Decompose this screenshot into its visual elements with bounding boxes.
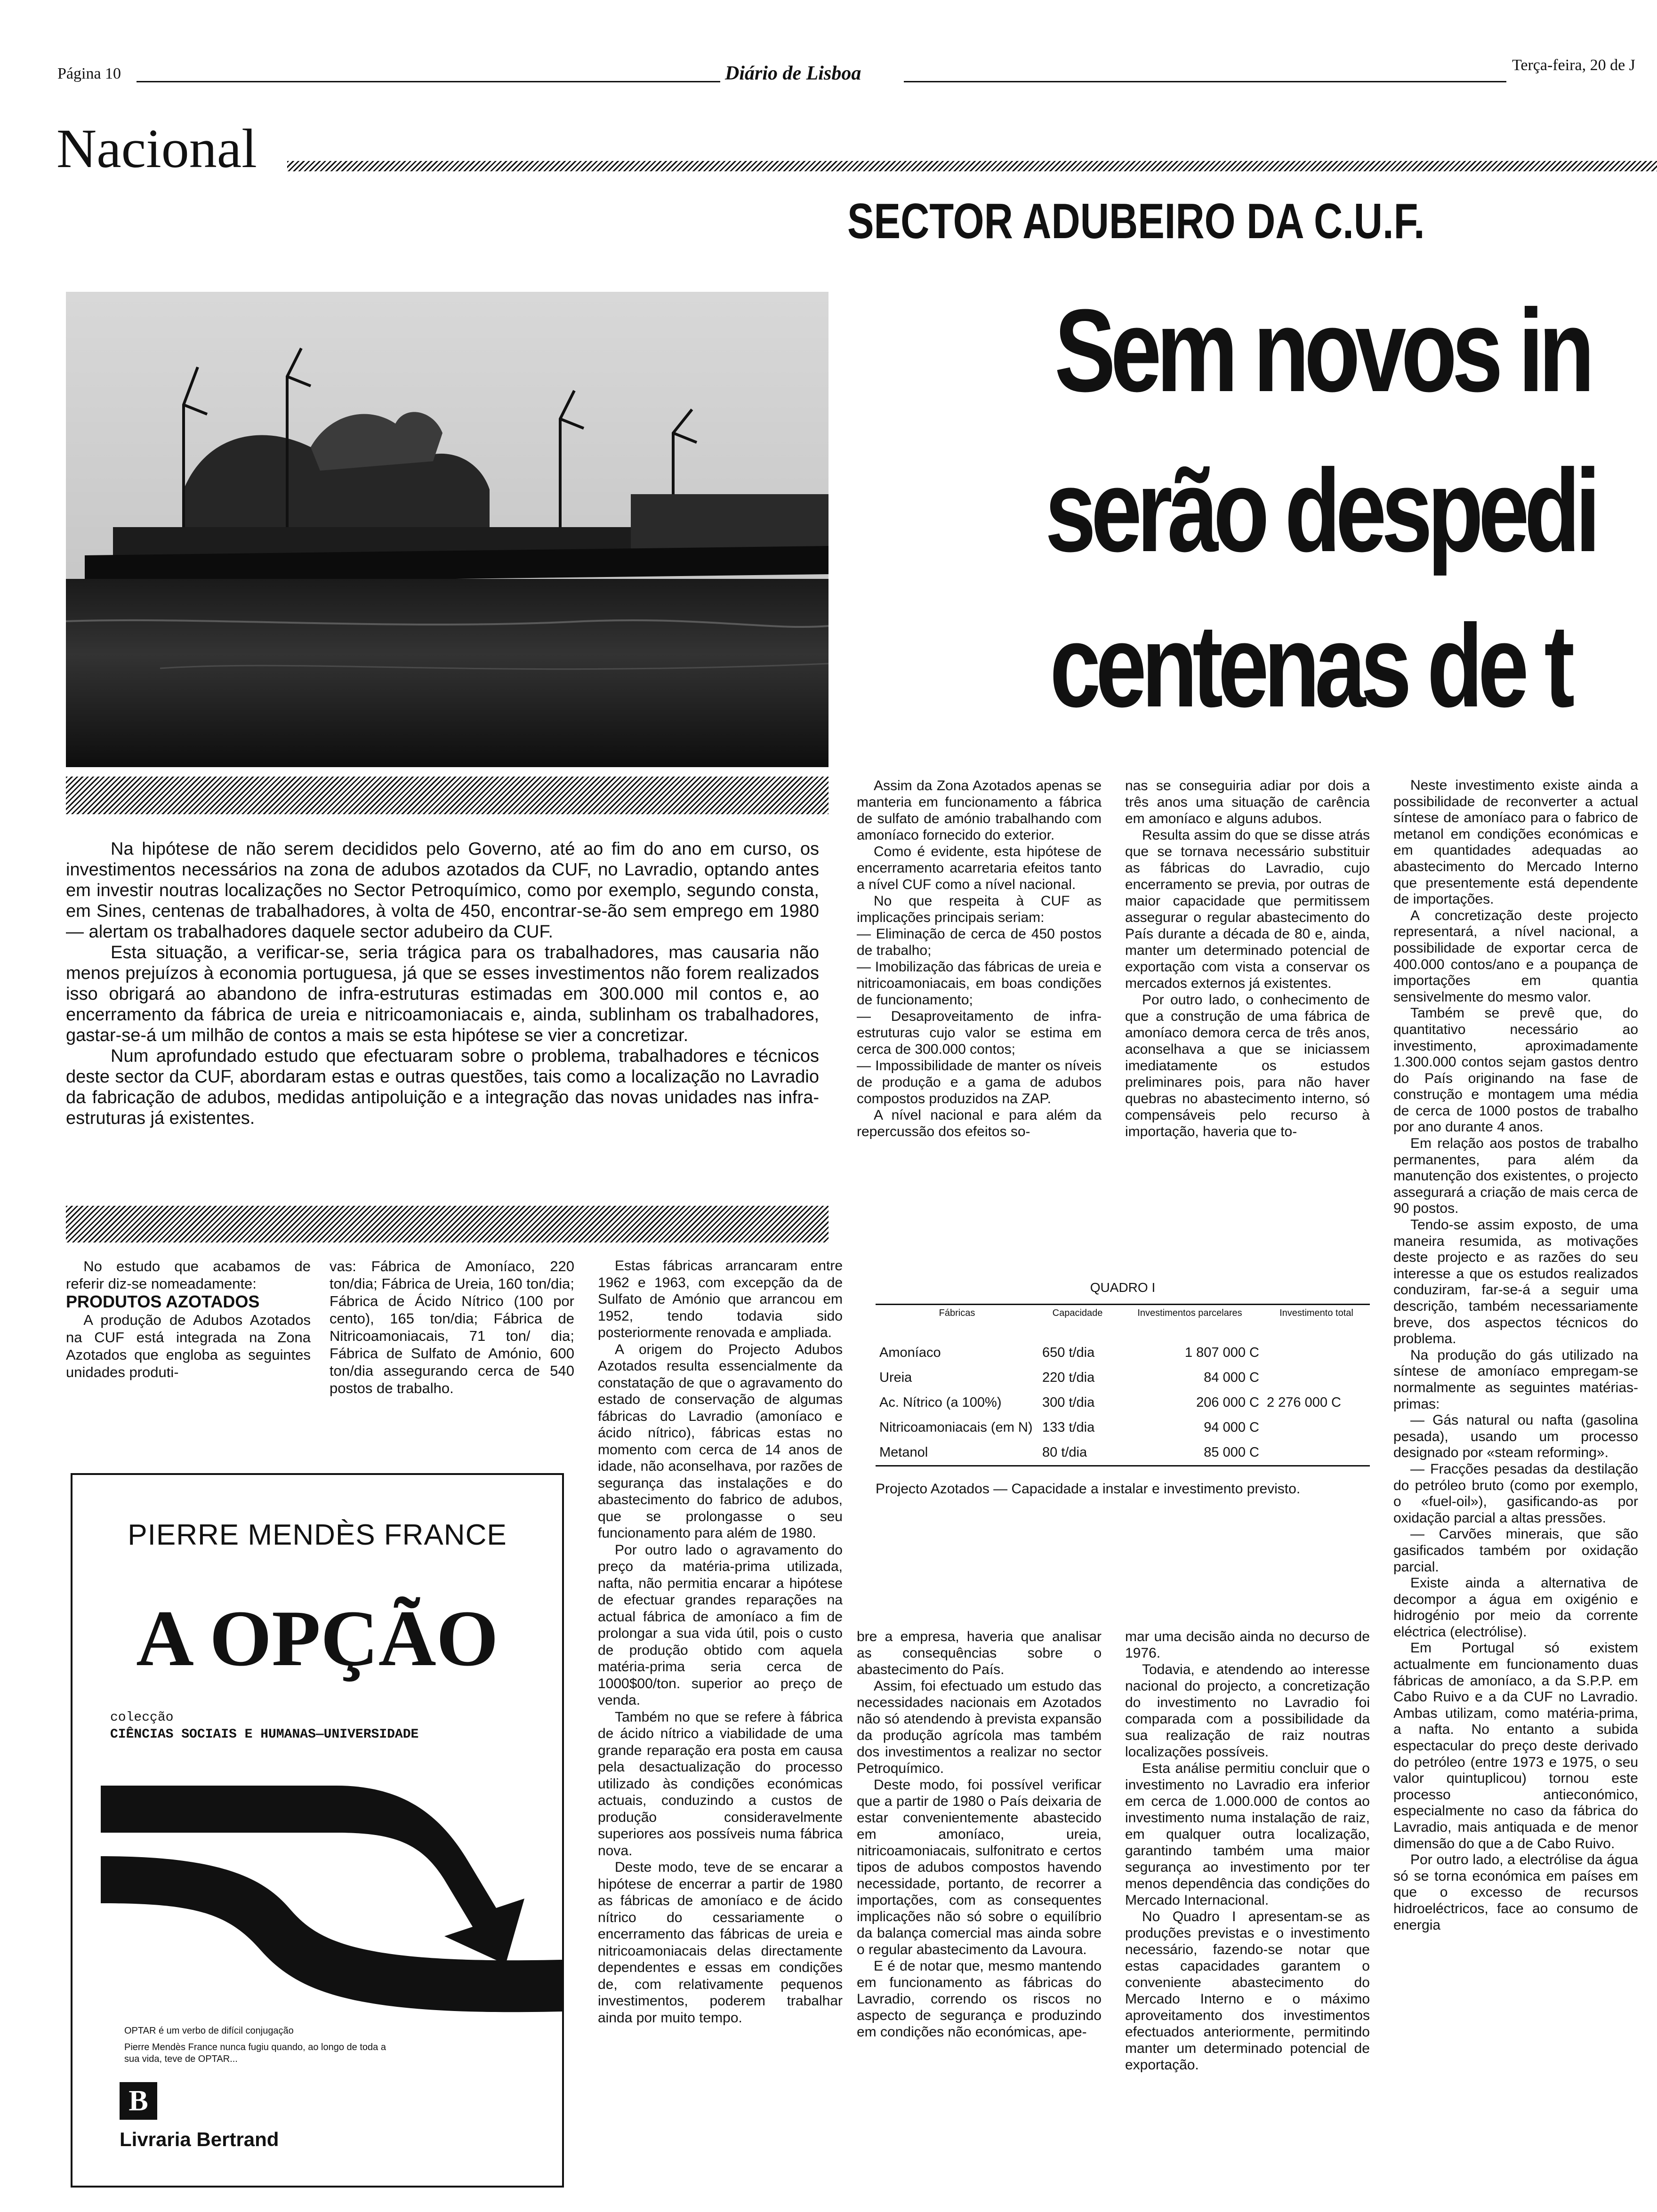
col4-paragraph: No que respeita à CUF as implicações principais seriam:: [857, 893, 1102, 925]
col3-paragraph: Estas fábricas arrancaram entre 1962 e 1963, com excepção da de Sulfato de Amónio que arrancou em 1952, tendo todavia sido posteriormente renovada e ampliada.: [598, 1258, 843, 1340]
col4b-paragraph: Deste modo, foi possível verificar que a partir de 1980 o País deixaria de estar convenientemente abastecido em amoníaco, ureia, nitricoamoniacais, sulfonitrato e certos tipos de adubos compostos havendo necessidade, portanto, de recorrer a importações, com as consequentes implicações não só sobre o equilíbrio da balança comercial mas ainda sobre o regular abastecimento da Lavoura.: [857, 1777, 1102, 1957]
book-advertisement: [71, 1473, 564, 2188]
table-cell: 94 000 C: [1204, 1420, 1259, 1435]
col6-paragraph: Por outro lado, a electrólise da água só se torna económica em países em que o excesso de recursos hidroeléctricos, face ao consumo de energia: [1393, 1852, 1638, 1933]
column-1: [66, 1258, 311, 1381]
page-number: Página 10: [57, 65, 121, 82]
ad-publisher: Livraria Bertrand: [120, 2128, 279, 2150]
column-2: [330, 1258, 574, 1397]
ad-collection: CIÊNCIAS SOCIAIS E HUMANAS—UNIVERSIDADE: [110, 1727, 419, 1742]
headline-line-1: Sem novos in: [1054, 285, 1590, 416]
col4b-paragraph: E é de notar que, mesmo mantendo em funcionamento as fábricas do Lavradio, correndo os riscos no aspecto de segurança e produzindo em condições não económicas, ape-: [857, 1958, 1102, 2040]
col5-paragraph: nas se conseguiria adiar por dois a três anos uma situação de carência em amoníaco e alguns adubos.: [1125, 778, 1370, 826]
col6-paragraph: A concretização deste projecto representará, a nível nacional, a possibilidade de exportar cerca de 400.000 contos/ano e a poupança de importações em quantia sensivelmente do mesmo valor.: [1393, 907, 1638, 1005]
ad-collection-label: colecção: [110, 1710, 174, 1725]
lead-hatch-band: [66, 1206, 828, 1242]
col3-paragraph: Por outro lado o agravamento do preço da matéria-prima utilizada, nafta, não permitia encarar a hipótese de efectuar grandes reparações na actual fábrica de amoníaco a fim de prolongar a sua vida útil, pois o custo de produção obtido com aquela matéria-prima seria cerca de 1000$00/ton. superior ao preço de venda.: [598, 1542, 843, 1708]
table-row: [876, 1415, 1370, 1440]
col4b-paragraph: Assim, foi efectuado um estudo das necessidades nacionais em Azotados não só atendendo à prevista expansão da produção agrícola mas também dos investimentos a realizar no sector Petroquímico.: [857, 1678, 1102, 1776]
investment-table: [876, 1304, 1370, 1467]
issue-date: Terça-feira, 20 de J: [1512, 56, 1635, 74]
table-cell: [1263, 1415, 1370, 1440]
harbour-photo-image: [66, 292, 828, 767]
col6-paragraph: Existe ainda a alternativa de decompor a água em oxigénio e hidrogénio por meio da corrente eléctrica (electrólise).: [1393, 1575, 1638, 1640]
lead-paragraph: Na hipótese de não serem decididos pelo Governo, até ao fim do ano em curso, os investimentos necessários na zona de adubos azotados da CUF, no Lavradio, optando antes em investir noutras localizações no Sector Petroquímico, como por exemplo, segundo consta, em Sines, centenas de trabalhadores, à volta de 450, encontrar-se-ão sem emprego em 1980 — alertam os trabalhadores daquele sector adubeiro da CUF.: [66, 839, 819, 942]
table-cell: [1263, 1340, 1370, 1365]
kicker: SECTOR ADUBEIRO DA C.U.F.: [847, 193, 1425, 249]
table-cell: Metanol: [879, 1445, 928, 1460]
table-row: [876, 1440, 1370, 1466]
table-cell: [1263, 1440, 1370, 1466]
col4b-paragraph: bre a empresa, haveria que analisar as consequências sobre o abastecimento do País.: [857, 1629, 1102, 1677]
col6-list-item: — Carvões minerais, que são gasificados também por oxidação parcial.: [1393, 1526, 1638, 1575]
column-5-bottom: [1125, 1628, 1370, 2073]
ad-blurb-line-2: Pierre Mendès France nunca fugiu quando, ao longo de toda a sua vida, teve de OPTAR...: [124, 2042, 386, 2064]
table-row: [876, 1340, 1370, 1365]
ad-arrow-graphic: [72, 1739, 562, 2021]
col1-intro: No estudo que acabamos de referir diz-se nomeadamente:: [66, 1258, 311, 1292]
harbour-photo: [66, 292, 828, 767]
table-cell: 206 000 C: [1196, 1395, 1259, 1410]
col4-paragraph: A nível nacional e para além da repercussão dos efeitos so-: [857, 1107, 1102, 1139]
table-header: Capacidade: [1052, 1308, 1103, 1318]
headline-line-3: centenas de t: [1050, 600, 1570, 731]
col2-text: vas: Fábrica de Amoníaco, 220 ton/dia; Fábrica de Ureia, 160 ton/dia; Fábrica de Ácido Nítrico (100 por cento), 165 ton/dia; Fábrica de Nitricoamoniacais, 71 ton/ dia; Fábrica de Sulfato de Amónio, 600 ton/dia assegurando cerca de 540 postos de trabalho.: [330, 1258, 574, 1396]
table-quadro: [876, 1280, 1370, 1497]
col5b-paragraph: No Quadro I apresentam-se as produções previstas e o investimento necessário, fazendo-se notar que estas capacidades garantem o conveniente abastecimento do Mercado Interno e o máximo aproveitamento dos investimentos efectuados anteriormente, permitindo manter um determinado potencial de exportação.: [1125, 1909, 1370, 2073]
table-cell: 300 t/dia: [1042, 1395, 1095, 1410]
table-cell: Amoníaco: [879, 1345, 941, 1360]
headline-line-2: serão despedi: [1045, 445, 1596, 576]
table-cell: Ac. Nítrico (a 100%): [879, 1395, 1002, 1410]
table-cell: 220 t/dia: [1042, 1370, 1095, 1385]
lead-paragraph: Esta situação, a verificar-se, seria trágica para os trabalhadores, mas causaria não menos prejuízos à economia portuguesa, já que se esses investimentos não forem realizados isso obrigará ao abandono de infra-estruturas estimadas em 300.000 mil contos e, ao encerramento da fábrica de ureia e nitricoamoniacais e, ainda, sublinham os trabalhadores, gastar-se-á um milhão de contos a mais se esta hipótese se vier a concretizar.: [66, 943, 819, 1045]
table-header-row: [876, 1305, 1370, 1322]
table-cell: 85 000 C: [1204, 1445, 1259, 1460]
column-5-top: [1125, 777, 1370, 1140]
col3-paragraph: A origem do Projecto Adubos Azotados resulta essencialmente da constatação de que o agravamento do estado de conservação de algumas fábricas do Lavradio (amoníaco e ácido nítrico), fábricas estas no momento com cerca de 14 anos de idade, não aconselhava, por razões de segurança das instalações e do abastecimento do fabrico de adubos, que se prolongasse o seu funcionamento para além de 1980.: [598, 1341, 843, 1541]
table-cell: 1 807 000 C: [1184, 1345, 1259, 1360]
table-header: Investimento total: [1279, 1308, 1353, 1318]
section-title: Nacional: [56, 118, 257, 179]
table-cell: Ureia: [879, 1370, 912, 1385]
bertrand-logo: B: [120, 2082, 157, 2120]
column-4-bottom: [857, 1628, 1102, 2040]
masthead-rule-left: [137, 81, 720, 82]
col5-paragraph: Por outro lado, o conhecimento de que a construção de uma fábrica de amoníaco demora cerca de três anos, aconselhava a que se iniciassem imediatamente os estudos preliminares pois, para não haver quebras no abastecimento interno, só compensáveis pelo recurso à importação, haveria que to-: [1125, 992, 1370, 1139]
lead-paragraph: Num aprofundado estudo que efectuaram sobre o problema, trabalhadores e técnicos deste sector da CUF, abordaram estas e outras questões, tais como a localização no Lavradio da fabricação de adubos, medidas antipoluição e a integração das novas unidades nas infra-estruturas já existentes.: [66, 1046, 819, 1128]
table-cell: 84 000 C: [1204, 1370, 1259, 1385]
newspaper-name: Diário de Lisboa: [725, 63, 861, 84]
col5-paragraph: Resulta assim do que se disse atrás que se tornava necessário substituir as fábricas do Lavradio, cujo encerramento se previa, por outras de maior capacidade que permitissem assegurar o regular abastecimento do País durante a década de 80 e, ainda, manter um determinado potencial de exportação com vista a conservar os mercados externos já existentes.: [1125, 827, 1370, 991]
masthead-rule-right: [904, 81, 1506, 82]
section-hatch-rule: [287, 161, 1657, 171]
table-caption: Projecto Azotados — Capacidade a instalar e investimento previsto.: [876, 1481, 1301, 1497]
col6-list-item: — Fracções pesadas da destilação do petróleo bruto (como por exemplo, o «fuel-oil»), gasificando-as por oxidação parcial a altas pressões.: [1393, 1461, 1638, 1526]
table-cell: 650 t/dia: [1042, 1345, 1095, 1360]
col3-paragraph: Deste modo, teve de se encarar a hipótese de encerrar a partir de 1980 as fábricas de amoníaco e de ácido nítrico do cessariamente o encerramento das fábricas de ureia e nitricoamoniacais delas directamente dependentes e essas em condições de, com relativamente pequenos investimentos, poderem trabalhar ainda por muito tempo.: [598, 1859, 843, 2026]
ad-title: A OPÇÃO: [136, 1594, 499, 1683]
col1-text: A produção de Adubos Azotados na CUF está integrada na Zona Azotados que engloba as seguintes unidades produti-: [66, 1312, 311, 1380]
col6-paragraph: Neste investimento existe ainda a possibilidade de reconverter a actual síntese de amoníaco para o fabrico de metanol em condições económicas e em quantidades adequadas ao abastecimento do Mercado Interno que presentemente está dependente de importações.: [1393, 777, 1638, 907]
table-row: [876, 1390, 1370, 1415]
col5b-paragraph: Todavia, e atendendo ao interesse nacional do projecto, a concretização do investimento no Lavradio foi comparada com a possibilidade da sua realização de raiz noutras localizações possíveis.: [1125, 1662, 1370, 1760]
table-header: Fábricas: [939, 1308, 975, 1318]
col4-list-item: — Impossibilidade de manter os níveis de produção e a gama de adubos compostos produzidos na ZAP.: [857, 1058, 1102, 1106]
ad-blurb-line-1: OPTAR é um verbo de difícil conjugação: [124, 2026, 294, 2036]
col3-paragraph: Também no que se refere à fábrica de ácido nítrico a viabilidade de uma grande reparação era posta em causa pela desactualização do processo utilizado às condições económicas actuais, conduzindo a custos de produção consideravelmente superiores aos possíveis numa fábrica nova.: [598, 1709, 843, 1859]
col4-paragraph: Assim da Zona Azotados apenas se manteria em funcionamento a fábrica de sulfato de amónio trabalhando com amoníaco fornecido do exterior.: [857, 778, 1102, 843]
table-row: [876, 1365, 1370, 1390]
col4-list-item: — Desaproveitamento de infra-estruturas cujo valor se estima em cerca de 300.000 contos;: [857, 1009, 1102, 1057]
table-cell: [1263, 1365, 1370, 1390]
table-header: Investimentos parcelares: [1137, 1308, 1242, 1318]
col6-paragraph: Também se prevê que, do quantitativo necessário ao investimento, aproximadamente 1.300.000 contos sejam gastos dentro do País originando na fase de construção e montagem uma média de cerca de 1000 postos de trabalho por ano durante 4 anos.: [1393, 1005, 1638, 1135]
table-cell: 2 276 000 C: [1266, 1395, 1341, 1410]
ad-author: PIERRE MENDÈS FRANCE: [128, 1519, 507, 1551]
column-3: [598, 1258, 843, 2026]
col6-paragraph: Em relação aos postos de trabalho permanentes, para além da manutenção dos existentes, o projecto assegurará a criação de mais cerca de 90 postos.: [1393, 1136, 1638, 1217]
col6-list-item: — Gás natural ou nafta (gasolina pesada), usando um processo designado por «steam reforming».: [1393, 1412, 1638, 1461]
col4-list-item: — Eliminação de cerca de 450 postos de trabalho;: [857, 926, 1102, 958]
col1-subhead: PRODUTOS AZOTADOS: [66, 1292, 260, 1311]
column-4-top: [857, 777, 1102, 1140]
photo-hatch-band: [66, 777, 828, 814]
col6-paragraph: Em Portugal só existem actualmente em funcionamento duas fábricas de amoníaco, a da S.P.P. em Cabo Ruivo e a da CUF no Lavradio. Ambas utilizam, como matéria-prima, a nafta. No entanto a subida espectacular do preço deste derivado do petróleo (entre 1973 e 1975, o seu valor quintuplicou) tornou este processo antieconómico, especialmente no caso da fábrica do Lavradio, mais antiquada e de menor dimensão do que a de Cabo Ruivo.: [1393, 1640, 1638, 1851]
table-cell: Nitricoamoniacais (em N): [879, 1420, 1033, 1435]
col4-paragraph: Como é evidente, esta hipótese de encerramento acarretaria efeitos tanto a nível CUF como a nível nacional.: [857, 844, 1102, 892]
col5b-paragraph: Esta análise permitiu concluir que o investimento no Lavradio era inferior em cerca de 1.000.000 de contos ao investimento numa instalação de raiz, em qualquer outra localização, garantindo também uma maior segurança ao investimento por ter menos dependência das condições do Mercado Internacional.: [1125, 1761, 1370, 1908]
table-cell: 80 t/dia: [1042, 1445, 1087, 1460]
column-6: [1393, 777, 1638, 1933]
table-title: QUADRO I: [1090, 1280, 1156, 1295]
col4-list-item: — Imobilização das fábricas de ureia e nitricoamoniacais, em boas condições de funcionamento;: [857, 959, 1102, 1008]
table-cell: 133 t/dia: [1042, 1420, 1095, 1435]
col6-paragraph: Tendo-se assim exposto, de uma maneira resumida, as motivações deste projecto e as razões do seu interesse a que os estudos realizados conduziram, far-se-á a seguir uma descrição, também necessariamente breve, dos aspectos técnicos do problema.: [1393, 1217, 1638, 1347]
lead-text: [66, 839, 819, 1129]
col6-paragraph: Na produção do gás utilizado na síntese de amoníaco empregam-se normalmente as seguintes matérias-primas:: [1393, 1347, 1638, 1412]
col5b-paragraph: mar uma decisão ainda no decurso de 1976.: [1125, 1629, 1370, 1661]
